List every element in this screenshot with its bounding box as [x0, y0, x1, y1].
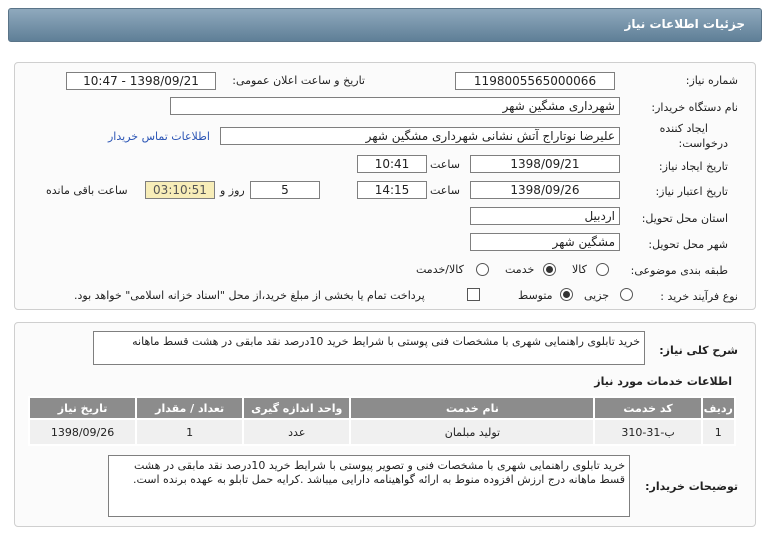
cell-service-code: ب-31-310 [594, 419, 701, 445]
need-number-label: شماره نیاز: [685, 74, 738, 87]
page-title: جزئیات اطلاعات نیاز [624, 17, 745, 31]
created-time-label: ساعت [430, 158, 460, 171]
services-header-row [29, 397, 735, 419]
services-table [28, 396, 736, 446]
cell-service-name: تولید مبلمان [350, 419, 594, 445]
buyer-contact-link[interactable]: اطلاعات تماس خریدار [108, 130, 210, 143]
col-service-code: کد خدمت [594, 397, 701, 419]
table-row [29, 419, 735, 445]
city-label: شهر محل تحویل: [648, 238, 728, 251]
col-service-name: نام خدمت [350, 397, 594, 419]
validity-time-field: 14:15 [357, 181, 427, 199]
treasury-payment-note: پرداخت تمام یا بخشی از مبلغ خرید،از محل "اسناد خزانه اسلامی" خواهد بود. [74, 289, 425, 302]
treasury-payment-checkbox[interactable] [467, 288, 480, 301]
cell-unit: عدد [243, 419, 350, 445]
summary-label: شرح کلی نیاز: [659, 344, 738, 357]
page-header [8, 8, 762, 42]
process-label: نوع فرآیند خرید : [660, 290, 738, 303]
buyer-notes-field: خرید تابلوی راهنمایی شهری با مشخصات فنی و تصویر پیوستی با شرایط خرید 10درصد نقد مابقی در هشت قسط ماهانه درج ارزش افزوده منوط به ارائه گواهینامه دارایی میباشد .کرایه حمل تابلو به عهده برنده است. [108, 455, 630, 517]
category-goods-radio[interactable] [596, 263, 609, 276]
buyer-org-field: شهرداری مشگین شهر [170, 97, 620, 115]
cell-quantity: 1 [136, 419, 243, 445]
buyer-org-label: نام دستگاه خریدار: [651, 101, 738, 114]
creator-label-1: ایجاد کننده [659, 122, 708, 135]
announce-field: 1398/09/21 - 10:47 [66, 72, 216, 90]
process-medium-radio[interactable] [560, 288, 573, 301]
process-minor-label: جزیی [584, 289, 610, 302]
buyer-notes-label: توضیحات خریدار: [645, 480, 738, 493]
created-date-field: 1398/09/21 [470, 155, 620, 173]
services-title: اطلاعات خدمات مورد نیاز [594, 375, 732, 388]
summary-field: خرید تابلوی راهنمایی شهری با مشخصات فنی پوستی با شرایط خرید 10درصد نقد مابقی در هشت قسط ماهانه [93, 331, 645, 365]
process-medium-label: متوسط [518, 289, 553, 302]
province-label: استان محل تحویل: [641, 212, 728, 225]
city-field: مشگین شهر [470, 233, 620, 251]
validity-date-field: 1398/09/26 [470, 181, 620, 199]
remaining-time-field: 03:10:51 [145, 181, 215, 199]
province-field: اردبیل [470, 207, 620, 225]
process-minor-radio[interactable] [620, 288, 633, 301]
created-date-label: تاریخ ایجاد نیاز: [658, 160, 728, 173]
remaining-days-field: 5 [250, 181, 320, 199]
creator-field: علیرضا نوتاراج آتش نشانی شهرداری مشگین شهر [220, 127, 620, 145]
created-time-field: 10:41 [357, 155, 427, 173]
validity-time-label: ساعت [430, 184, 460, 197]
category-both-radio[interactable] [476, 263, 489, 276]
days-label: روز و [220, 184, 245, 197]
announce-label: تاریخ و ساعت اعلان عمومی: [232, 74, 365, 87]
category-goods-label: کالا [572, 263, 587, 276]
category-service-label: خدمت [505, 263, 535, 276]
col-unit: واحد اندازه گیری [243, 397, 350, 419]
cell-row-number: 1 [702, 419, 735, 445]
category-both-label: کالا/خدمت [416, 263, 464, 276]
creator-label-2: درخواست: [678, 137, 728, 150]
category-service-radio[interactable] [543, 263, 556, 276]
cell-need-date: 1398/09/26 [29, 419, 136, 445]
col-need-date: تاریخ نیاز [29, 397, 136, 419]
validity-date-label: تاریخ اعتبار نیاز: [655, 185, 728, 198]
remaining-label: ساعت باقی مانده [46, 184, 128, 197]
col-quantity: تعداد / مقدار [136, 397, 243, 419]
need-number-field: 1198005565000066 [455, 72, 615, 90]
category-label: طبقه بندی موضوعی: [630, 264, 728, 277]
col-row-number: ردیف [702, 397, 735, 419]
